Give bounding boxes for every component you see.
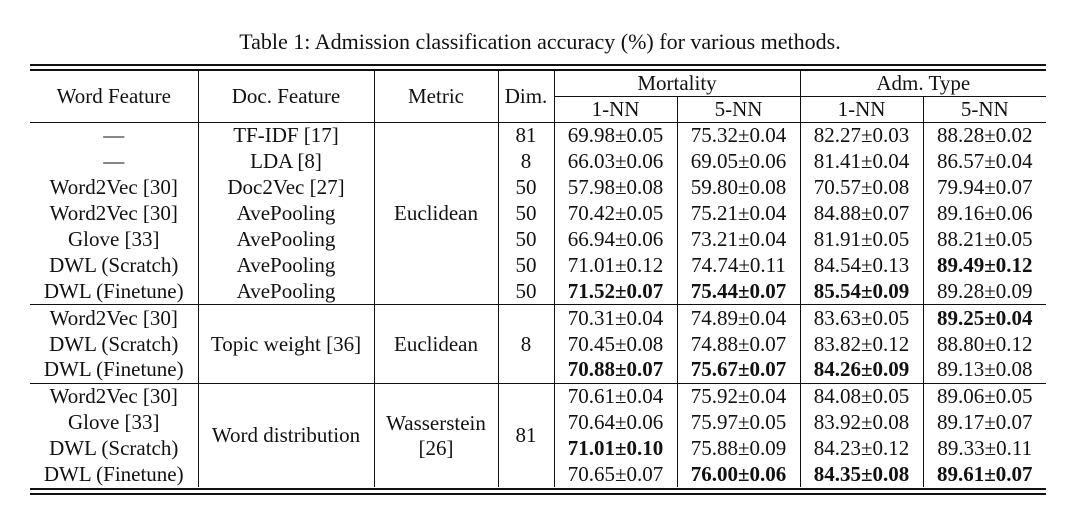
word-feature-cell: Glove [33] xyxy=(30,227,198,253)
word-feature-cell: Word2Vec [30] xyxy=(30,305,198,331)
bottom-rule xyxy=(30,488,1046,490)
mortality-1nn-cell: 66.94±0.06 xyxy=(554,227,677,253)
doc-feature-cell: AvePooling xyxy=(198,201,374,227)
dim-cell: 8 xyxy=(498,305,554,384)
dim-cell: 50 xyxy=(498,175,554,201)
mortality-5nn-cell: 75.92±0.04 xyxy=(677,383,800,409)
adm-5nn-cell: 89.33±0.11 xyxy=(937,436,1033,461)
doc-feature-cell: AvePooling xyxy=(198,227,374,253)
table-row xyxy=(30,252,1046,278)
adm-5nn-cell: 89.06±0.05 xyxy=(923,383,1046,409)
mortality-5nn-cell: 74.74±0.11 xyxy=(677,252,800,278)
adm-5nn-cell: 88.21±0.05 xyxy=(937,227,1033,251)
mortality-1nn-cell: 69.98±0.05 xyxy=(554,123,677,149)
header-metric: Metric xyxy=(374,71,498,123)
word-feature-cell: — xyxy=(30,149,198,175)
metric-cell: Euclidean xyxy=(374,305,498,384)
adm-1nn-cell: 83.63±0.05 xyxy=(800,305,923,331)
mortality-1nn-cell: 57.98±0.08 xyxy=(554,175,677,201)
doc-feature-cell: TF-IDF [17] xyxy=(198,123,374,149)
mortality-1nn-cell: 70.88±0.07 xyxy=(554,357,677,383)
adm-5nn-cell: 89.28±0.09 xyxy=(937,278,1033,303)
mortality-5nn-cell: 75.32±0.04 xyxy=(677,123,800,149)
word-feature-cell: Glove [33] xyxy=(30,410,198,436)
adm-5nn-cell: 89.13±0.08 xyxy=(937,357,1033,382)
word-feature-cell: Word2Vec [30] xyxy=(30,383,198,409)
doc-feature-cell: Topic weight [36] xyxy=(198,305,374,384)
word-feature-cell: DWL (Finetune) xyxy=(30,357,198,383)
doc-feature-cell: AvePooling xyxy=(198,278,374,304)
adm-5nn-cell: 89.61±0.07 xyxy=(937,462,1033,487)
word-feature-cell: — xyxy=(30,123,198,149)
adm-1nn-cell: 81.91±0.05 xyxy=(800,227,923,253)
adm-1nn-cell: 82.27±0.03 xyxy=(800,123,923,149)
mortality-1nn-cell: 70.61±0.04 xyxy=(554,383,677,409)
metric-cell: Euclidean xyxy=(374,123,498,305)
mortality-1nn-cell: 70.42±0.05 xyxy=(554,201,677,227)
doc-feature-cell: Doc2Vec [27] xyxy=(198,175,374,201)
mortality-1nn-cell: 70.65±0.07 xyxy=(554,462,677,488)
mortality-5nn-cell: 74.89±0.04 xyxy=(677,305,800,331)
table-caption: Table 1: Admission classification accuracy (%) for various methods. xyxy=(239,29,841,54)
mortality-1nn-cell: 70.45±0.08 xyxy=(554,331,677,357)
table-row xyxy=(30,149,1046,175)
table-row xyxy=(30,278,1046,304)
adm-5nn-cell: 88.28±0.02 xyxy=(937,123,1033,148)
adm-5nn-cell: 89.25±0.04 xyxy=(923,305,1046,331)
doc-feature-cell: Word distribution xyxy=(198,383,374,487)
table-row xyxy=(30,227,1046,253)
doc-feature-cell: AvePooling xyxy=(198,252,374,278)
adm-1nn-cell: 70.57±0.08 xyxy=(800,175,923,201)
word-feature-cell: Word2Vec [30] xyxy=(30,175,198,201)
adm-1nn-cell: 84.26±0.09 xyxy=(800,357,923,383)
results-table xyxy=(30,71,1046,487)
mortality-5nn-cell: 74.88±0.07 xyxy=(677,331,800,357)
word-feature-cell: Word2Vec [30] xyxy=(30,201,198,227)
mortality-5nn-cell: 75.67±0.07 xyxy=(677,357,800,383)
adm-5nn-cell: 88.80±0.12 xyxy=(937,331,1033,356)
metric-line: Wasserstein xyxy=(386,410,486,435)
header-adm-5nn: 5-NN xyxy=(923,97,1046,123)
bottom-rule-double xyxy=(30,493,1046,495)
header-word-feature: Word Feature xyxy=(30,71,198,123)
dim-cell: 50 xyxy=(498,252,554,278)
mortality-1nn-cell: 71.52±0.07 xyxy=(554,278,677,304)
mortality-5nn-cell: 69.05±0.06 xyxy=(677,149,800,175)
mortality-1nn-cell: 66.03±0.06 xyxy=(554,149,677,175)
mortality-5nn-cell: 75.97±0.05 xyxy=(677,410,800,436)
table-row xyxy=(30,305,1046,331)
adm-1nn-cell: 84.35±0.08 xyxy=(800,462,923,488)
mortality-5nn-cell: 75.88±0.09 xyxy=(677,436,800,462)
dim-cell: 50 xyxy=(498,201,554,227)
word-feature-cell: DWL (Scratch) xyxy=(30,436,198,462)
top-rule xyxy=(30,64,1046,66)
table-row xyxy=(30,201,1046,227)
dim-cell: 8 xyxy=(498,149,554,175)
mortality-1nn-cell: 71.01±0.10 xyxy=(554,436,677,462)
adm-5nn-cell: 79.94±0.07 xyxy=(937,175,1033,200)
adm-1nn-cell: 84.08±0.05 xyxy=(800,383,923,409)
doc-feature-cell: LDA [8] xyxy=(198,149,374,175)
metric-cell xyxy=(374,383,498,487)
header-mortality-1nn: 1-NN xyxy=(554,97,677,123)
word-feature-cell: DWL (Finetune) xyxy=(30,462,198,488)
mortality-5nn-cell: 75.21±0.04 xyxy=(677,201,800,227)
word-feature-cell: DWL (Scratch) xyxy=(30,331,198,357)
header-mortality: Mortality xyxy=(554,71,800,97)
metric-citation: [26] xyxy=(418,435,454,460)
adm-1nn-cell: 83.82±0.12 xyxy=(800,331,923,357)
dim-cell: 81 xyxy=(498,383,554,487)
adm-1nn-cell: 83.92±0.08 xyxy=(800,410,923,436)
adm-5nn-cell: 86.57±0.04 xyxy=(937,149,1033,174)
adm-1nn-cell: 84.23±0.12 xyxy=(800,436,923,462)
table-row xyxy=(30,175,1046,201)
mortality-5nn-cell: 73.21±0.04 xyxy=(677,227,800,253)
adm-5nn-cell: 89.17±0.07 xyxy=(937,410,1033,435)
mortality-5nn-cell: 75.44±0.07 xyxy=(677,278,800,304)
word-feature-cell: DWL (Scratch) xyxy=(30,252,198,278)
mortality-5nn-cell: 76.00±0.06 xyxy=(677,462,800,488)
mortality-1nn-cell: 71.01±0.12 xyxy=(554,252,677,278)
dim-cell: 81 xyxy=(498,123,554,149)
header-dim: Dim. xyxy=(498,71,554,123)
mortality-1nn-cell: 70.31±0.04 xyxy=(554,305,677,331)
header-mortality-5nn: 5-NN xyxy=(677,97,800,123)
adm-5nn-cell: 89.16±0.06 xyxy=(937,201,1033,226)
mortality-5nn-cell: 59.80±0.08 xyxy=(677,175,800,201)
table-row xyxy=(30,383,1046,409)
table-body xyxy=(30,123,1046,488)
word-feature-cell: DWL (Finetune) xyxy=(30,278,198,304)
header-doc-feature: Doc. Feature xyxy=(198,71,374,123)
adm-1nn-cell: 84.54±0.13 xyxy=(800,252,923,278)
dim-cell: 50 xyxy=(498,227,554,253)
header-adm-1nn: 1-NN xyxy=(800,97,923,123)
dim-cell: 50 xyxy=(498,278,554,304)
adm-1nn-cell: 84.88±0.07 xyxy=(800,201,923,227)
adm-1nn-cell: 81.41±0.04 xyxy=(800,149,923,175)
table-row xyxy=(30,123,1046,149)
adm-1nn-cell: 85.54±0.09 xyxy=(800,278,923,304)
header-adm-type: Adm. Type xyxy=(800,71,1046,97)
adm-5nn-cell: 89.49±0.12 xyxy=(937,252,1033,277)
mortality-1nn-cell: 70.64±0.06 xyxy=(554,410,677,436)
